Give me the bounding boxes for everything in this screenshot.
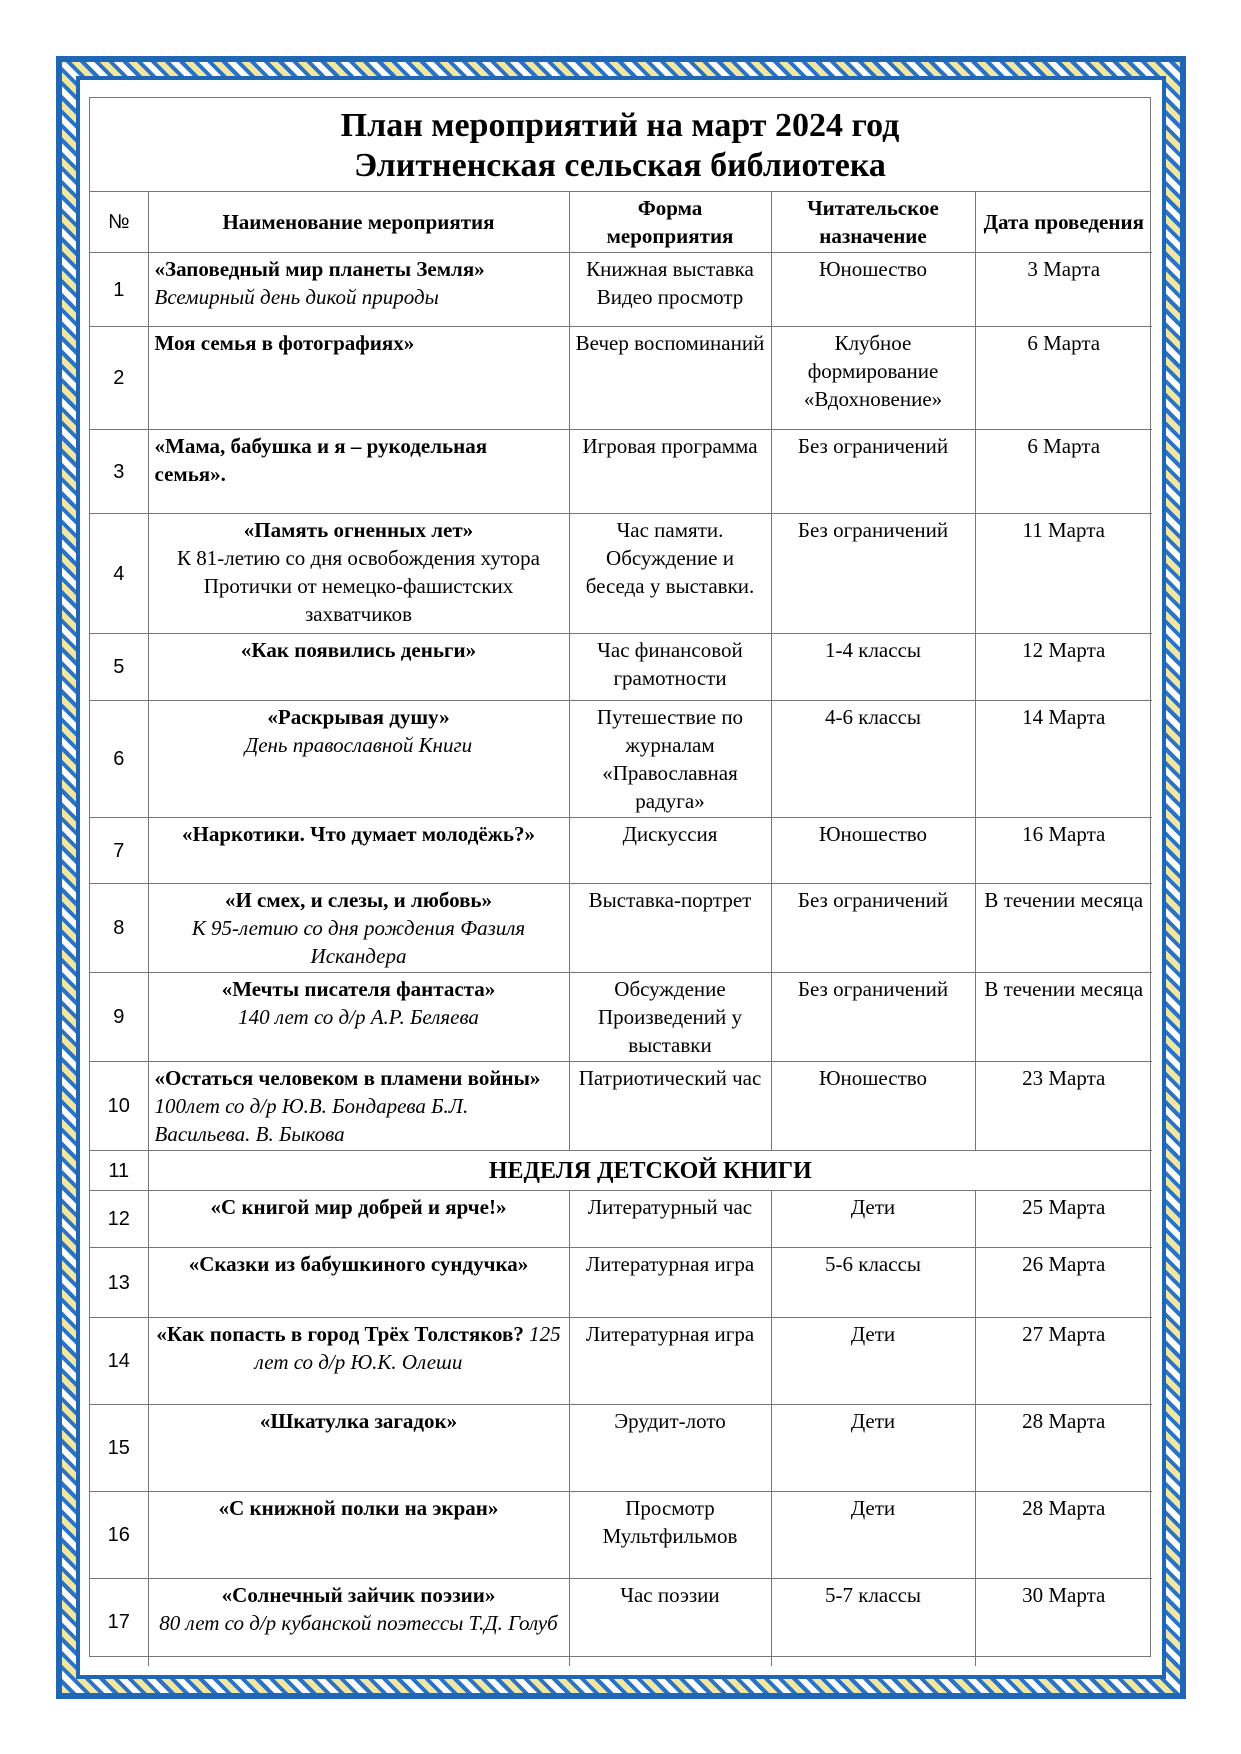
event-title: «Наркотики. Что думает молодёжь?»	[182, 822, 535, 846]
row-number: 9	[90, 973, 148, 1062]
row-number: 13	[90, 1248, 148, 1318]
event-name-cell	[148, 701, 569, 818]
event-audience-cell: Без ограничений	[771, 884, 975, 973]
event-name-cell	[148, 634, 569, 701]
event-subtitle: 100лет со д/р Ю.В. Бондарева Б.Л. Васильева. В. Быкова	[154, 1094, 469, 1146]
event-name-cell	[148, 327, 569, 430]
row-number: 8	[90, 884, 148, 973]
event-title: «И смех, и слезы, и любовь»	[224, 888, 493, 912]
event-audience-cell: Юношество	[771, 1062, 975, 1151]
table-row	[90, 514, 1152, 634]
row-number: 15	[90, 1405, 148, 1492]
event-name-cell	[148, 1318, 569, 1405]
event-form-cell: Литературная игра	[569, 1318, 771, 1405]
event-audience-cell: Без ограничений	[771, 514, 975, 634]
event-audience-cell: Клубное формирование «Вдохновение»	[771, 327, 975, 430]
event-title: «Мама, бабушка и я – рукодельная семья».	[154, 434, 488, 486]
event-title: «Заповедный мир планеты Земля»	[154, 257, 485, 281]
event-date-cell: 6 Марта	[975, 327, 1152, 430]
event-form-cell: Дискуссия	[569, 818, 771, 884]
event-form-cell: Вечер воспоминаний	[569, 327, 771, 430]
event-subtitle: К 81-летию со дня освобождения хутора Протички от немецко-фашистских захватчиков	[177, 546, 540, 626]
document-table-container	[89, 97, 1151, 1657]
event-form-cell: Игровая программа	[569, 430, 771, 514]
col-form-header: Форма мероприятия	[569, 192, 771, 253]
event-audience-cell: 5-6 классы	[771, 1248, 975, 1318]
row-number: 2	[90, 327, 148, 430]
event-name-cell	[148, 818, 569, 884]
col-num-header: №	[90, 192, 148, 253]
title-line-1: План мероприятий на март 2024 год	[340, 107, 900, 144]
row-number: 11	[90, 1151, 148, 1191]
table-row	[90, 1062, 1152, 1151]
event-date-cell: 28 Марта	[975, 1405, 1152, 1492]
table-row	[90, 253, 1152, 327]
event-title: «С книжной полки на экран»	[218, 1496, 499, 1520]
event-form-cell: Литературная игра	[569, 1248, 771, 1318]
event-form-cell: Час финансовой грамотности	[569, 634, 771, 701]
event-audience-cell: Без ограничений	[771, 430, 975, 514]
event-date-cell: 30 Марта	[975, 1579, 1152, 1666]
event-form-cell: Эрудит-лото	[569, 1405, 771, 1492]
event-name-cell	[148, 1062, 569, 1151]
col-audience-header: Читательское назначение	[771, 192, 975, 253]
event-name-cell	[148, 1248, 569, 1318]
row-number: 1	[90, 253, 148, 327]
event-audience-cell: Юношество	[771, 253, 975, 327]
row-number: 6	[90, 701, 148, 818]
event-title: «Раскрывая душу»	[267, 705, 450, 729]
row-number: 4	[90, 514, 148, 634]
table-body	[90, 253, 1152, 1666]
event-audience-cell: Дети	[771, 1405, 975, 1492]
event-subtitle: 140 лет со д/р А.Р. Беляева	[238, 1005, 479, 1029]
event-date-cell: 11 Марта	[975, 514, 1152, 634]
event-form-cell: Час памяти. Обсуждение и беседа у выставки.	[569, 514, 771, 634]
table-row	[90, 1248, 1152, 1318]
event-form-cell: Выставка-портрет	[569, 884, 771, 973]
event-subtitle: День православной Книги	[244, 733, 473, 757]
event-name-cell	[148, 430, 569, 514]
event-name-cell	[148, 1492, 569, 1579]
event-title: «Сказки из бабушкиного сундучка»	[188, 1252, 529, 1276]
table-row	[90, 327, 1152, 430]
event-form-cell: Час поэзии	[569, 1579, 771, 1666]
event-form-cell: Просмотр Мультфильмов	[569, 1492, 771, 1579]
event-date-cell: 6 Марта	[975, 430, 1152, 514]
title-line-2: Элитненская сельская библиотека	[354, 147, 886, 184]
table-row	[90, 1579, 1152, 1666]
event-subtitle: Всемирный день дикой природы	[154, 285, 439, 309]
event-audience-cell: Дети	[771, 1191, 975, 1248]
event-audience-cell: Дети	[771, 1318, 975, 1405]
row-number: 7	[90, 818, 148, 884]
table-row	[90, 1405, 1152, 1492]
event-date-cell: 3 Марта	[975, 253, 1152, 327]
event-title: Моя семья в фотографиях»	[154, 331, 415, 355]
row-number: 3	[90, 430, 148, 514]
event-form-cell: Обсуждение Произведений у выставки	[569, 973, 771, 1062]
table-row	[90, 1492, 1152, 1579]
table-row	[90, 701, 1152, 818]
event-form-cell: Литературный час	[569, 1191, 771, 1248]
event-subtitle: 125 лет со д/р Ю.К. Олеши	[254, 1322, 561, 1374]
row-number: 16	[90, 1492, 148, 1579]
event-date-cell: 27 Марта	[975, 1318, 1152, 1405]
table-row	[90, 973, 1152, 1062]
event-audience-cell: 4-6 классы	[771, 701, 975, 818]
table-row	[90, 430, 1152, 514]
table-row	[90, 634, 1152, 701]
table-row	[90, 1191, 1152, 1248]
event-audience-cell: Дети	[771, 1492, 975, 1579]
event-subtitle: К 95-летию со дня рождения Фазиля Искандера	[191, 916, 526, 968]
event-name-cell	[148, 884, 569, 973]
event-name-cell	[148, 253, 569, 327]
event-name-cell	[148, 1579, 569, 1666]
document-title	[90, 98, 1150, 192]
col-name-header: Наименование мероприятия	[148, 192, 569, 253]
event-form-cell: Путешествие по журналам «Православная радуга»	[569, 701, 771, 818]
table-row	[90, 818, 1152, 884]
event-title: «С книгой мир добрей и ярче!»	[210, 1195, 507, 1219]
event-title: «Как попасть в город Трёх Толстяков?	[156, 1322, 524, 1346]
event-date-cell: В течении месяца	[975, 884, 1152, 973]
event-title: «Память огненных лет»	[243, 518, 474, 542]
event-date-cell: 28 Марта	[975, 1492, 1152, 1579]
table-row	[90, 1318, 1152, 1405]
event-date-cell: 23 Марта	[975, 1062, 1152, 1151]
event-audience-cell: 5-7 классы	[771, 1579, 975, 1666]
event-audience-cell: Без ограничений	[771, 973, 975, 1062]
table-row	[90, 1151, 1152, 1191]
event-date-cell: 16 Марта	[975, 818, 1152, 884]
event-form-cell: Книжная выставка Видео просмотр	[569, 253, 771, 327]
event-title: «Шкатулка загадок»	[259, 1409, 458, 1433]
event-subtitle: 80 лет со д/р кубанской поэтессы Т.Д. Голуб	[159, 1611, 558, 1635]
table-header-row	[90, 192, 1152, 253]
event-date-cell: В течении месяца	[975, 973, 1152, 1062]
row-number: 10	[90, 1062, 148, 1151]
event-date-cell: 12 Марта	[975, 634, 1152, 701]
row-number: 17	[90, 1579, 148, 1666]
row-number: 14	[90, 1318, 148, 1405]
event-date-cell: 26 Марта	[975, 1248, 1152, 1318]
event-title: «Остаться человеком в пламени войны»	[154, 1066, 541, 1090]
section-heading: НЕДЕЛЯ ДЕТСКОЙ КНИГИ	[148, 1151, 1152, 1191]
event-audience-cell: Юношество	[771, 818, 975, 884]
event-name-cell	[148, 514, 569, 634]
row-number: 12	[90, 1191, 148, 1248]
event-form-cell: Патриотический час	[569, 1062, 771, 1151]
event-title: «Как появились деньги»	[240, 638, 477, 662]
event-date-cell: 25 Марта	[975, 1191, 1152, 1248]
event-title: «Мечты писателя фантаста»	[221, 977, 496, 1001]
event-name-cell	[148, 973, 569, 1062]
row-number: 5	[90, 634, 148, 701]
col-date-header: Дата проведения	[975, 192, 1152, 253]
event-date-cell: 14 Марта	[975, 701, 1152, 818]
event-name-cell	[148, 1191, 569, 1248]
events-table	[90, 192, 1152, 1666]
event-name-cell	[148, 1405, 569, 1492]
event-audience-cell: 1-4 классы	[771, 634, 975, 701]
event-title: «Солнечный зайчик поэзии»	[221, 1583, 496, 1607]
table-row	[90, 884, 1152, 973]
